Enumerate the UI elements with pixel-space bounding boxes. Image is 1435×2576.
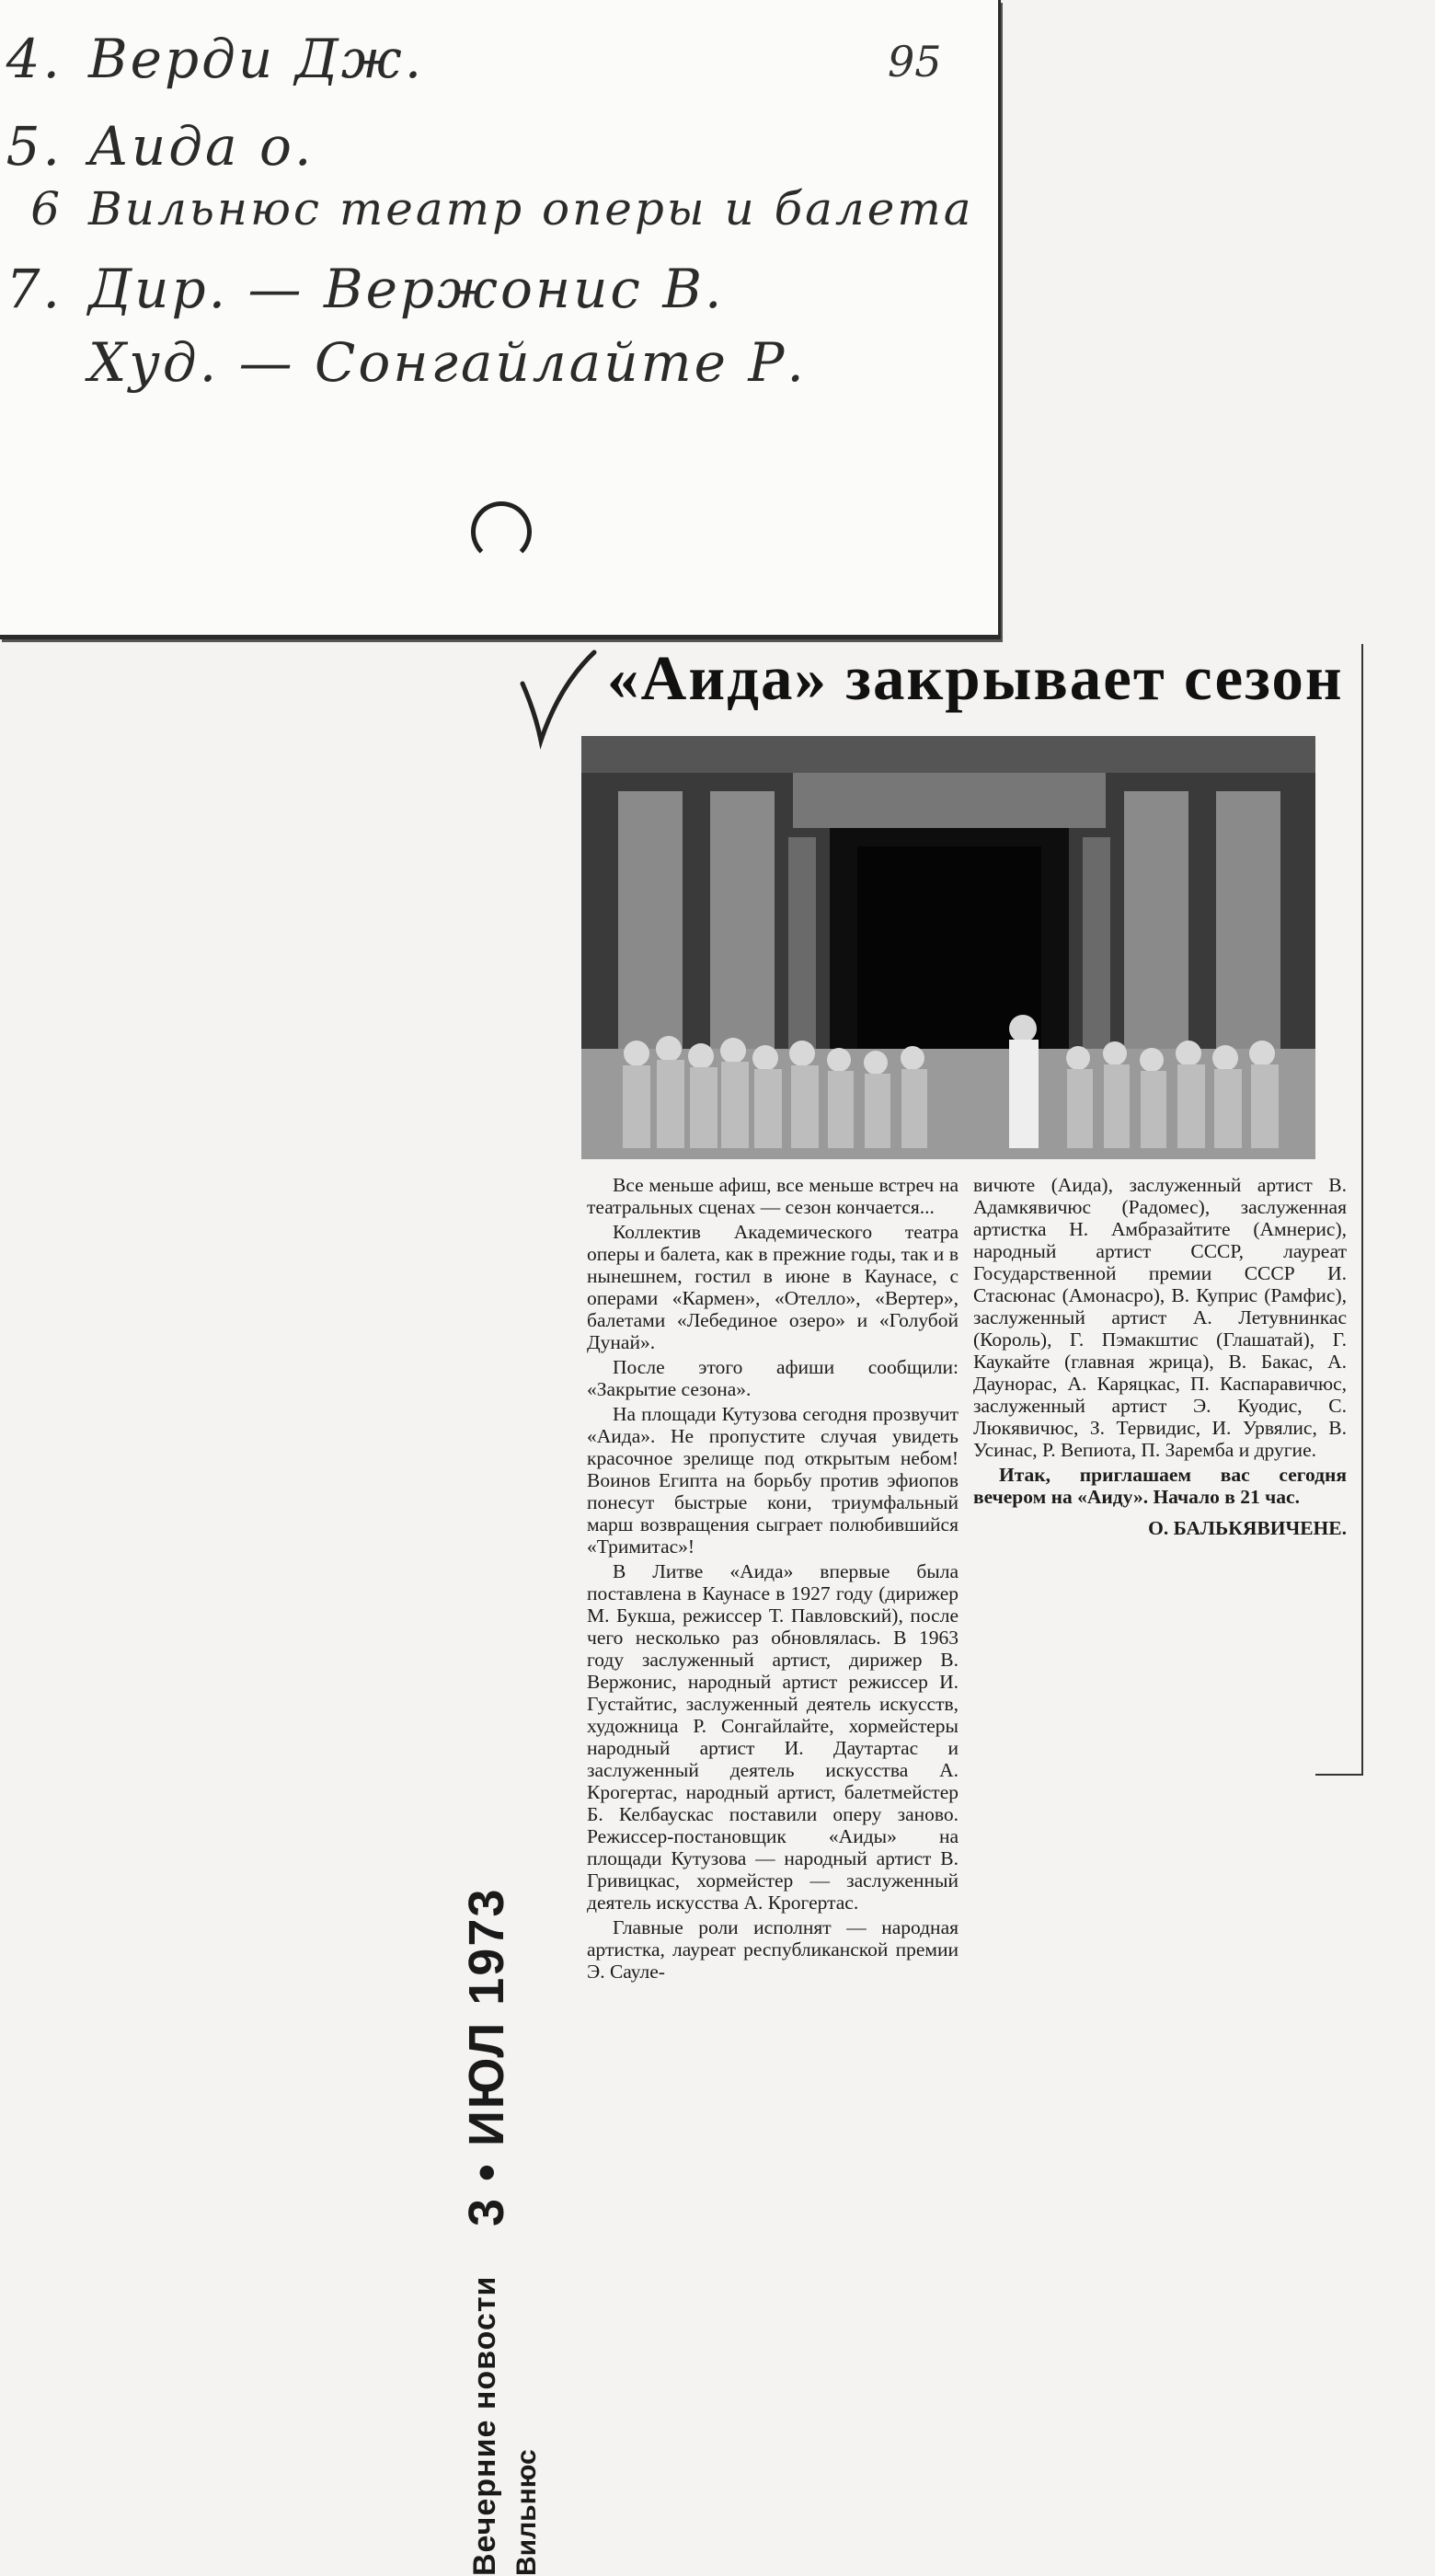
index-card bbox=[0, 0, 1001, 639]
newspaper-city: Вильнюс bbox=[511, 2449, 542, 2576]
punch-hole bbox=[471, 501, 532, 562]
article-paragraph: В Литве «Аида» впервые была поставлена в Каунасе в 1927 году (дирижер М. Букша, режиссер Т. Павловский), после чего несколько раз обновлялась. В 1963 году заслуженный артист, дирижер В. Вержонис, народный артист режиссер И. Густайтис, заслуженный деятель искусств, художница Р. Сонгайлайте, хормейстеры народный артист И. Даутартас и заслуженный деятель искусства А. Крогертас, народный артист, балетмейстер Б. Келбаускас поставили оперу заново. Режиссер-постановщик «Аиды» на площади Кутузова — народный артист В. Гривицкас, хормейстер — заслуженный деятель искусства А. Крогертас. bbox=[587, 1560, 959, 1914]
article-signature: О. БАЛЬКЯВИЧЕНЕ. bbox=[1148, 1517, 1347, 1539]
check-mark-icon bbox=[515, 649, 598, 750]
newspaper-imprint bbox=[459, 1886, 542, 2576]
card-line: 7. Дир. — Вержонис В. bbox=[6, 258, 725, 320]
card-line: 5. Аида о. bbox=[6, 115, 315, 178]
date-stamp: 3 • ИЮЛ 1973 bbox=[459, 1887, 514, 2226]
article-paragraph: Все меньше афиш, все меньше встреч на театральных сценах — сезон кончается... bbox=[587, 1174, 959, 1218]
article-frame-line bbox=[1315, 644, 1363, 1776]
article-headline: «Аида» закрывает сезон bbox=[607, 643, 1344, 713]
article-paragraph: На площади Кутузова сегодня прозвучит «Аида». Не пропустите случая увидеть красочное зрелище под открытым небом! Воинов Египта на борьбу против эфиопов понесут быстрые кони, триумфальный марш возвращения сыграет полюбившийся «Тримитас»! bbox=[587, 1403, 959, 1558]
card-line: 4. Верди Дж. bbox=[6, 28, 425, 90]
article-closing: Итак, приглашаем вас сегодня вечером на «Аиду». Начало в 21 час. bbox=[973, 1464, 1347, 1508]
article-paragraph: Коллектив Академического театра оперы и балета, как в прежние годы, так и в нынешнем, гостил в июне в Каунасе, с операми «Кармен», «Отелло», «Вертер», балетами «Лебединое озеро» и «Голубой Дунай». bbox=[587, 1221, 959, 1353]
article-paragraph: вичюте (Аида), заслуженный артист В. Адамкявичюс (Радомес), заслуженная артистка Н. Амбразайтите (Амнерис), народный артист СССР, лауреат Государственной премии СССР И. Стасюнас (Амонасро), В. Куприс (Рамфис), заслуженный артист А. Летувнинкас (Король), Г. Пэмакштис (Глашатай), Г. Каукайте (главная жрица), В. Бакас, А. Даунорас, А. Каряцкас, П. Каспаравичюс, заслуженный артист Э. Куодис, С. Люкявичюс, З. Тервидис, И. Урвялис, В. Усинас, Р. Вепиота, П. Заремба и другие. bbox=[973, 1174, 1347, 1461]
card-line: Худ. — Сонгайлайте Р. bbox=[88, 331, 807, 394]
opera-stage-photo bbox=[581, 736, 1315, 1159]
card-page-number: 95 bbox=[888, 37, 942, 86]
newspaper-name: Вечерние новости bbox=[467, 2275, 502, 2576]
article-column-2 bbox=[973, 1174, 1347, 1542]
article-column-1 bbox=[587, 1174, 959, 1985]
article-paragraph: Главные роли исполнят — народная артистка, лауреат республиканской премии Э. Сауле- bbox=[587, 1916, 959, 1983]
article-paragraph: После этого афиши сообщили: «Закрытие сезона». bbox=[587, 1356, 959, 1400]
card-line: 6 Вильнюс театр оперы и балета bbox=[30, 182, 974, 236]
